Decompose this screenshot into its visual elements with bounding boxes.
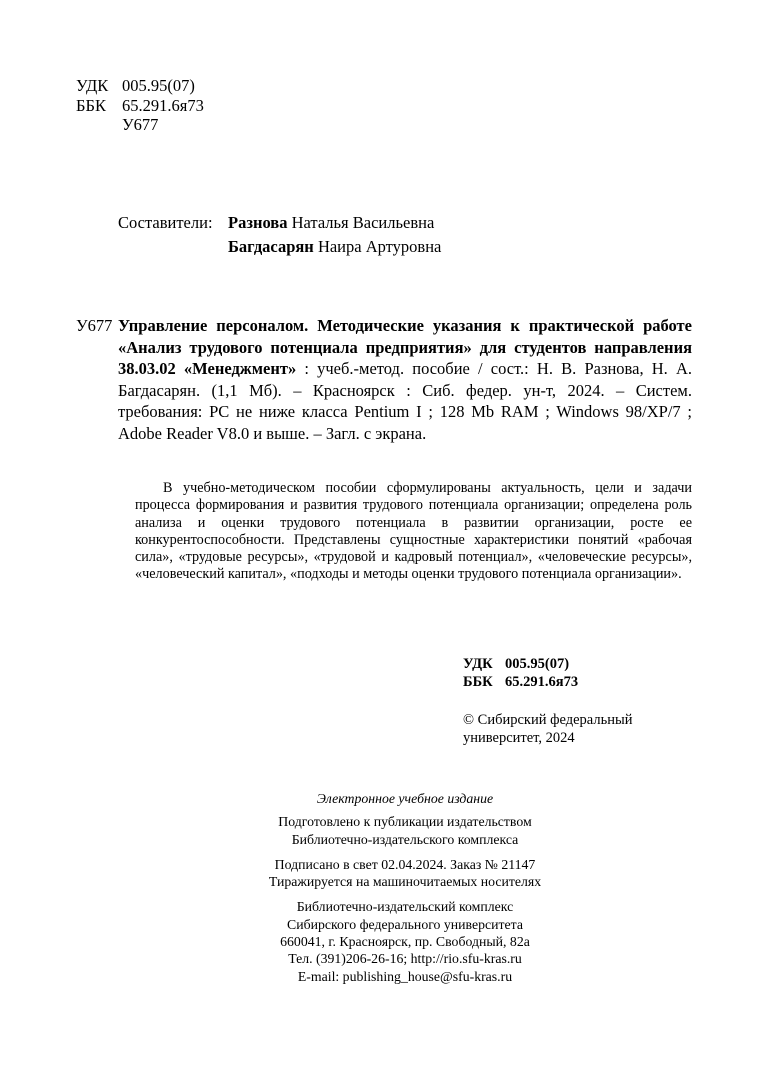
prepared-line-1: Подготовлено к публикации издательством — [278, 814, 532, 830]
prepared-line-2: Библиотечно-издательского комплекса — [291, 831, 519, 847]
record-title: Управление персоналом. Методические указания к практической работе «Анализ трудового потенциала предприятия» для студентов направления 38.03.02 «Менеджмент» — [118, 316, 692, 378]
signed-block — [160, 856, 650, 891]
record-code: У677 — [76, 316, 113, 335]
copyright — [463, 712, 632, 747]
bbk-label: ББК — [76, 95, 106, 115]
copyright-line-1: © Сибирский федеральный — [463, 712, 633, 728]
udk-value: 005.95(07) — [122, 76, 195, 95]
author-mark: У677 — [122, 115, 159, 134]
record-details: : учеб.-метод. пособие / сост.: Н. В. Разнова, Н. А. Багдасарян. (1,1 Мб). – Красноярск : Сиб. федер. ун-т, 2024. – Систем. требования: PC не ниже класса Pentium I ; 128 Mb RAM ; Windows 98/XP/7 ; Adobe Reader V8.0 и выше. – Загл. с экрана. — [118, 359, 692, 443]
udk-label-repeat: УДК — [463, 656, 493, 672]
bbk-label-repeat: ББК — [463, 673, 493, 690]
compilers-label: Составители: — [118, 213, 213, 232]
record-text — [118, 315, 692, 444]
compiler-2-name: Наира Артуровна — [313, 237, 442, 256]
email-line: E-mail: publishing_house@sfu-kras.ru — [297, 968, 513, 984]
imprint — [160, 790, 650, 985]
udk-label: УДК — [76, 76, 109, 95]
annotation: В учебно-методическом пособии сформулированы актуальность, цели и задачи процесса формирования и развития трудового потенциала организации; определена роль анализа и оценки трудового потенциала в развитии организации, росте ее конкурентоспособности. Представлены сущностные характеристики понятий «рабочая сила», «трудовые ресурсы», «трудовой и кадровый потенциал», «человеческие ресурсы», «человеческий капитал», «подходы и методы оценки трудового потенциала организации». — [135, 480, 692, 583]
publisher-line-2: Сибирского федерального университета — [287, 916, 523, 932]
address-line: 660041, г. Красноярск, пр. Свободный, 82а — [280, 934, 530, 950]
phone-line: Тел. (391)206-26-16; http://rio.sfu-kras.ru — [288, 951, 522, 967]
bbk-value: 65.291.6я73 — [122, 95, 204, 115]
compiler-1-name: Наталья Васильевна — [287, 213, 435, 232]
udk-value-repeat: 005.95(07) — [505, 656, 570, 672]
signed-line: Подписано в свет 02.04.2024. Заказ № 21147 — [274, 856, 536, 872]
edition-type: Электронное учебное издание — [316, 791, 494, 806]
compiler-1 — [228, 211, 434, 235]
prepared-block — [160, 813, 650, 848]
replicated-line: Тиражируется на машиночитаемых носителях — [268, 874, 542, 890]
bibliographic-record — [76, 315, 692, 444]
classification-repeat — [463, 656, 578, 691]
publisher-block — [160, 898, 650, 984]
compiler-2-surname: Багдасарян — [228, 237, 314, 256]
compiler-2 — [228, 235, 441, 259]
copyright-line-2: университет, 2024 — [463, 729, 575, 746]
publisher-line-1: Библиотечно-издательский комплекс — [296, 899, 514, 915]
classification-block — [76, 76, 204, 135]
compiler-1-surname: Разнова — [228, 213, 288, 232]
bbk-value-repeat: 65.291.6я73 — [505, 673, 579, 690]
compilers-block — [118, 211, 441, 259]
